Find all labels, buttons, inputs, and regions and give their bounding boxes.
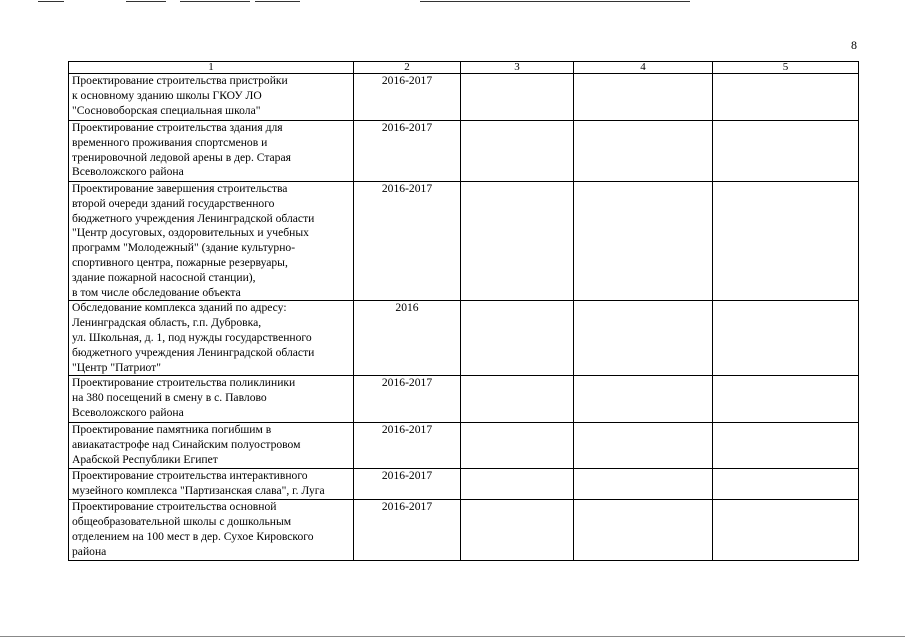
project-years: 2016-2017	[354, 469, 461, 500]
cell-col-4	[574, 301, 713, 376]
table-row	[69, 301, 859, 376]
cell-col-3	[461, 376, 574, 423]
project-title: Проектирование строительства интерактивного музейного комплекса "Партизанская слава", г. Луга	[69, 469, 354, 500]
scan-artifact	[38, 1, 64, 2]
scan-artifact	[180, 1, 250, 2]
cell-col-5	[713, 74, 859, 121]
cell-col-3	[461, 469, 574, 500]
cell-col-5	[713, 182, 859, 301]
page-number: 8	[851, 38, 857, 52]
project-years: 2016-2017	[354, 500, 461, 561]
table-row	[69, 74, 859, 121]
cell-col-3	[461, 182, 574, 301]
table-row	[69, 376, 859, 423]
table-row	[69, 423, 859, 469]
table-row	[69, 121, 859, 182]
project-years: 2016-2017	[354, 121, 461, 182]
column-header-2: 2	[354, 62, 461, 74]
project-title: Проектирование строительства поликлиники на 380 посещений в смену в с. Павлово Всеволожского района	[69, 376, 354, 423]
cell-col-5	[713, 469, 859, 500]
column-header-3: 3	[461, 62, 574, 74]
table-row	[69, 469, 859, 500]
cell-col-5	[713, 301, 859, 376]
cell-col-5	[713, 500, 859, 561]
project-title: Проектирование памятника погибшим в авиакатастрофе над Синайским полуостровом Арабской Республики Египет	[69, 423, 354, 469]
project-years: 2016-2017	[354, 74, 461, 121]
scan-artifact	[0, 636, 905, 637]
project-years: 2016-2017	[354, 182, 461, 301]
table-row	[69, 182, 859, 301]
scan-artifact	[126, 1, 166, 2]
column-number-row	[69, 62, 859, 74]
column-header-1: 1	[69, 62, 354, 74]
cell-col-5	[713, 121, 859, 182]
scan-artifact	[255, 1, 300, 2]
project-years: 2016-2017	[354, 376, 461, 423]
cell-col-4	[574, 182, 713, 301]
cell-col-3	[461, 301, 574, 376]
project-years: 2016	[354, 301, 461, 376]
project-title: Проектирование строительства здания для временного проживания спортсменов и тренировочной ледовой арены в дер. Старая Всеволожского района	[69, 121, 354, 182]
project-title: Обследование комплекса зданий по адресу: Ленинградская область, г.п. Дубровка, ул. Школьная, д. 1, под нужды государственного бюджетного учреждения Ленинградской области "Центр "Патриот"	[69, 301, 354, 376]
cell-col-4	[574, 376, 713, 423]
scan-artifact	[420, 1, 690, 2]
cell-col-5	[713, 423, 859, 469]
cell-col-3	[461, 500, 574, 561]
project-years: 2016-2017	[354, 423, 461, 469]
cell-col-4	[574, 469, 713, 500]
project-title: Проектирование строительства пристройки к основному зданию школы ГКОУ ЛО "Сосновоборская специальная школа"	[69, 74, 354, 121]
cell-col-4	[574, 423, 713, 469]
column-header-5: 5	[713, 62, 859, 74]
cell-col-4	[574, 74, 713, 121]
cell-col-4	[574, 500, 713, 561]
cell-col-3	[461, 121, 574, 182]
cell-col-4	[574, 121, 713, 182]
column-header-4: 4	[574, 62, 713, 74]
project-table	[68, 61, 859, 561]
cell-col-5	[713, 376, 859, 423]
table-row	[69, 500, 859, 561]
cell-col-3	[461, 423, 574, 469]
project-title: Проектирование строительства основной общеобразовательной школы с дошкольным отделением на 100 мест в дер. Сухое Кировского района	[69, 500, 354, 561]
cell-col-3	[461, 74, 574, 121]
project-title: Проектирование завершения строительства второй очереди зданий государственного бюджетного учреждения Ленинградской области "Центр досуговых, оздоровительных и учебных программ "Молодежный" (здание культурно- спортивного центра, пожарные резервуары, здание пожарной насосной станции), в том числе обследование объекта	[69, 182, 354, 301]
